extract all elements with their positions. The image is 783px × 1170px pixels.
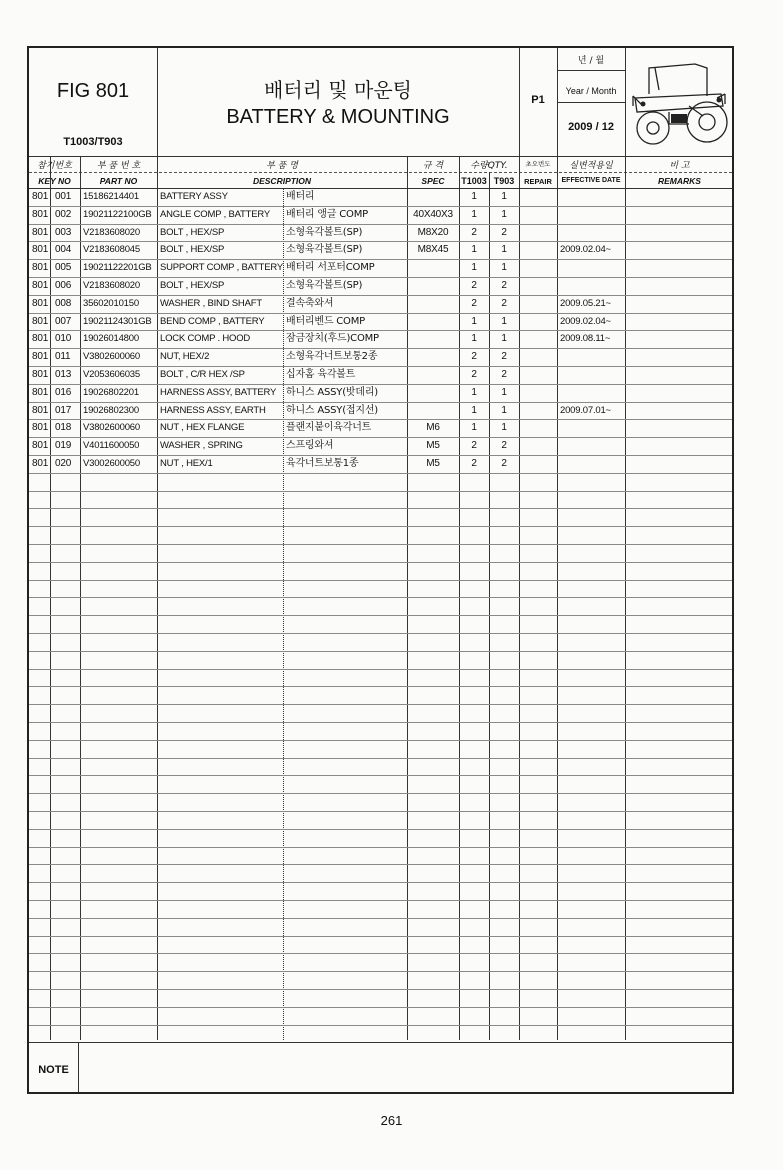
cell-desc-en: WASHER , SPRING [160,440,243,451]
cell-fig: 801 [32,244,49,255]
cell-part: 19021122100GB [83,209,152,220]
cell-key: 010 [55,333,72,344]
cell-spec: M6 [426,422,440,433]
col-spec-en: SPEC [421,176,445,186]
col-desc-en: DESCRIPTION [252,176,312,186]
cell-q1: 1 [471,333,477,344]
cell-part: V2183608020 [83,227,140,238]
cell-q2: 2 [501,458,507,469]
cell-q2: 1 [501,244,507,255]
col-part-en: PART NO [99,176,138,186]
cell-desc-kr: 소형육각볼트(SP) [286,244,363,255]
cell-part: V2053606035 [83,369,140,380]
cell-desc-kr: 배터리 서포터COMP [286,262,375,273]
cell-key: 013 [55,369,72,380]
cell-fig: 801 [32,209,49,220]
cell-part: V2183608045 [83,244,140,255]
col-qty-t1003: T1003 [461,176,487,186]
cell-q1: 2 [471,458,477,469]
cell-eff: 2009.07.01~ [560,405,611,416]
cell-desc-en: BOLT , HEX/SP [160,280,225,291]
col-repair-kr: 초오번도 [525,160,551,168]
cell-part: 19026802201 [83,387,139,398]
cell-desc-en: BOLT , HEX/SP [160,227,225,238]
cell-q1: 1 [471,244,477,255]
col-repair-en: REPAIR [524,177,552,186]
cell-key: 005 [55,262,72,273]
col-rem-en: REMARKS [658,176,701,186]
cell-desc-kr: 육각너트보통1종 [286,458,359,469]
date-value: 2009 / 12 [568,121,614,133]
cell-desc-kr: 하니스 ASSY(접지선) [286,405,378,416]
cell-desc-kr: 결속축와셔 [286,298,334,309]
fig-number: FIG 801 [56,80,130,102]
cell-part: 19021124301GB [83,316,152,327]
cell-fig: 801 [32,458,49,469]
cell-desc-en: NUT , HEX/1 [160,458,213,469]
cell-desc-en: HARNESS ASSY, BATTERY [160,387,277,398]
cell-q1: 2 [471,298,477,309]
cell-fig: 801 [32,422,49,433]
model-label: T1003/T903 [63,136,123,148]
page-code: P1 [531,94,545,106]
cell-desc-kr: 잠금장치(후드)COMP [286,333,379,344]
cell-q2: 1 [501,387,507,398]
cell-q2: 1 [501,422,507,433]
cell-q2: 2 [501,280,507,291]
cell-key: 016 [55,387,72,398]
cell-fig: 801 [32,351,49,362]
cell-part: 19026802300 [83,405,139,416]
cell-desc-en: SUPPORT COMP , BATTERY [160,262,284,273]
cell-q1: 1 [471,209,477,220]
cell-key: 003 [55,227,72,238]
cell-q2: 2 [501,440,507,451]
cell-key: 002 [55,209,72,220]
cell-eff: 2009.02.04~ [560,244,611,255]
col-rem-kr: 비 고 [669,161,690,171]
cell-q2: 2 [501,227,507,238]
cell-key: 011 [55,351,71,362]
col-qty: 수량QTY. [470,161,508,171]
cell-desc-kr: 소형육각볼트(SP) [286,280,363,291]
cell-desc-en: NUT, HEX/2 [160,351,210,362]
cell-spec: M5 [426,440,440,451]
cell-desc-en: ANGLE COMP , BATTERY [160,209,271,220]
cell-q2: 1 [501,316,507,327]
cell-q2: 1 [501,405,507,416]
cell-key: 006 [55,280,72,291]
cell-q2: 2 [501,369,507,380]
cell-fig: 801 [32,191,49,202]
cell-key: 020 [55,458,72,469]
cell-fig: 801 [32,440,49,451]
cell-desc-en: LOCK COMP . HOOD [160,333,251,344]
cell-desc-en: BOLT , C/R HEX /SP [160,369,245,380]
date-label-kr: 년 / 월 [577,56,605,66]
cell-desc-en: HARNESS ASSY, EARTH [160,405,266,416]
col-eff-en: EFFECTIVE DATE [561,177,621,184]
cell-spec: M8X20 [417,227,449,238]
cell-desc-kr: 스프링와셔 [286,440,334,451]
cell-q2: 2 [501,298,507,309]
cell-q2: 2 [501,351,507,362]
cell-spec: M5 [426,458,440,469]
cell-fig: 801 [32,405,49,416]
cell-spec: M8X45 [417,244,449,255]
cell-q1: 2 [471,440,477,451]
cell-fig: 801 [32,227,49,238]
cell-fig: 801 [32,298,49,309]
cell-desc-kr: 배터리 [286,191,315,202]
tractor-battery-icon [629,54,729,150]
cell-part: V3802600060 [83,351,140,362]
cell-part: 19021122201GB [83,262,152,273]
cell-key: 007 [55,316,72,327]
cell-key: 004 [55,244,72,255]
cell-desc-kr: 배터리 앵글 COMP [286,209,368,220]
cell-part: V3002600050 [83,458,140,469]
cell-part: V2183608020 [83,280,140,291]
cell-desc-kr: 소형육각볼트(SP) [286,227,363,238]
cell-eff: 2009.05.21~ [560,298,611,309]
col-qty-t903: T903 [493,176,515,186]
cell-fig: 801 [32,262,49,273]
cell-q2: 1 [501,191,507,202]
cell-fig: 801 [32,316,49,327]
cell-eff: 2009.08.11~ [560,333,611,344]
cell-part: 15186214401 [83,191,139,202]
cell-q1: 1 [471,422,477,433]
cell-fig: 801 [32,333,49,344]
cell-desc-kr: 배터리벤드 COMP [286,316,365,327]
note-label: NOTE [38,1064,69,1076]
cell-desc-en: BEND COMP , BATTERY [160,316,265,327]
col-key-kr: 참기번호 [37,161,72,171]
cell-fig: 801 [32,387,49,398]
cell-desc-kr: 십자홈 육각볼트 [286,369,356,380]
cell-q1: 2 [471,351,477,362]
cell-q1: 2 [471,369,477,380]
cell-desc-kr: 소형육각너트보통2종 [286,351,378,362]
col-part-kr: 부 품 번 호 [96,161,141,171]
title-korean: 배터리 및 마운팅 [264,78,412,102]
cell-q2: 1 [501,262,507,273]
cell-q2: 1 [501,333,507,344]
cell-key: 008 [55,298,72,309]
cell-part: V3802600060 [83,422,140,433]
cell-part: V4011600050 [83,440,140,451]
col-key-en: KEY NO [38,176,71,186]
cell-part: 35602010150 [83,298,139,309]
col-eff-kr: 실변적용일 [569,161,613,171]
cell-fig: 801 [32,280,49,291]
cell-q1: 2 [471,280,477,291]
cell-desc-en: BOLT , HEX/SP [160,244,225,255]
col-spec-kr: 규 격 [422,161,444,171]
parts-sheet [27,46,734,1094]
cell-desc-kr: 하니스 ASSY(밧데리) [286,387,378,398]
cell-desc-kr: 플랜지붙이육각너트 [286,422,372,433]
cell-q1: 1 [471,387,477,398]
cell-desc-en: BATTERY ASSY [160,191,228,202]
cell-q1: 1 [471,262,477,273]
cell-q1: 1 [471,191,477,202]
page-number: 261 [380,1113,403,1128]
cell-key: 017 [55,405,72,416]
cell-desc-en: NUT , HEX FLANGE [160,422,245,433]
cell-spec: 40X40X3 [413,209,453,220]
cell-key: 001 [55,191,72,202]
cell-q2: 1 [501,209,507,220]
cell-key: 018 [55,422,72,433]
cell-q1: 2 [471,227,477,238]
date-label-en: Year / Month [565,86,617,96]
cell-q1: 1 [471,405,477,416]
cell-desc-en: WASHER , BIND SHAFT [160,298,262,309]
cell-q1: 1 [471,316,477,327]
cell-fig: 801 [32,369,49,380]
cell-part: 19026014800 [83,333,139,344]
title-english: BATTERY & MOUNTING [226,106,450,128]
col-desc-kr: 부 품 명 [266,161,298,171]
cell-eff: 2009.02.04~ [560,316,611,327]
cell-key: 019 [55,440,72,451]
